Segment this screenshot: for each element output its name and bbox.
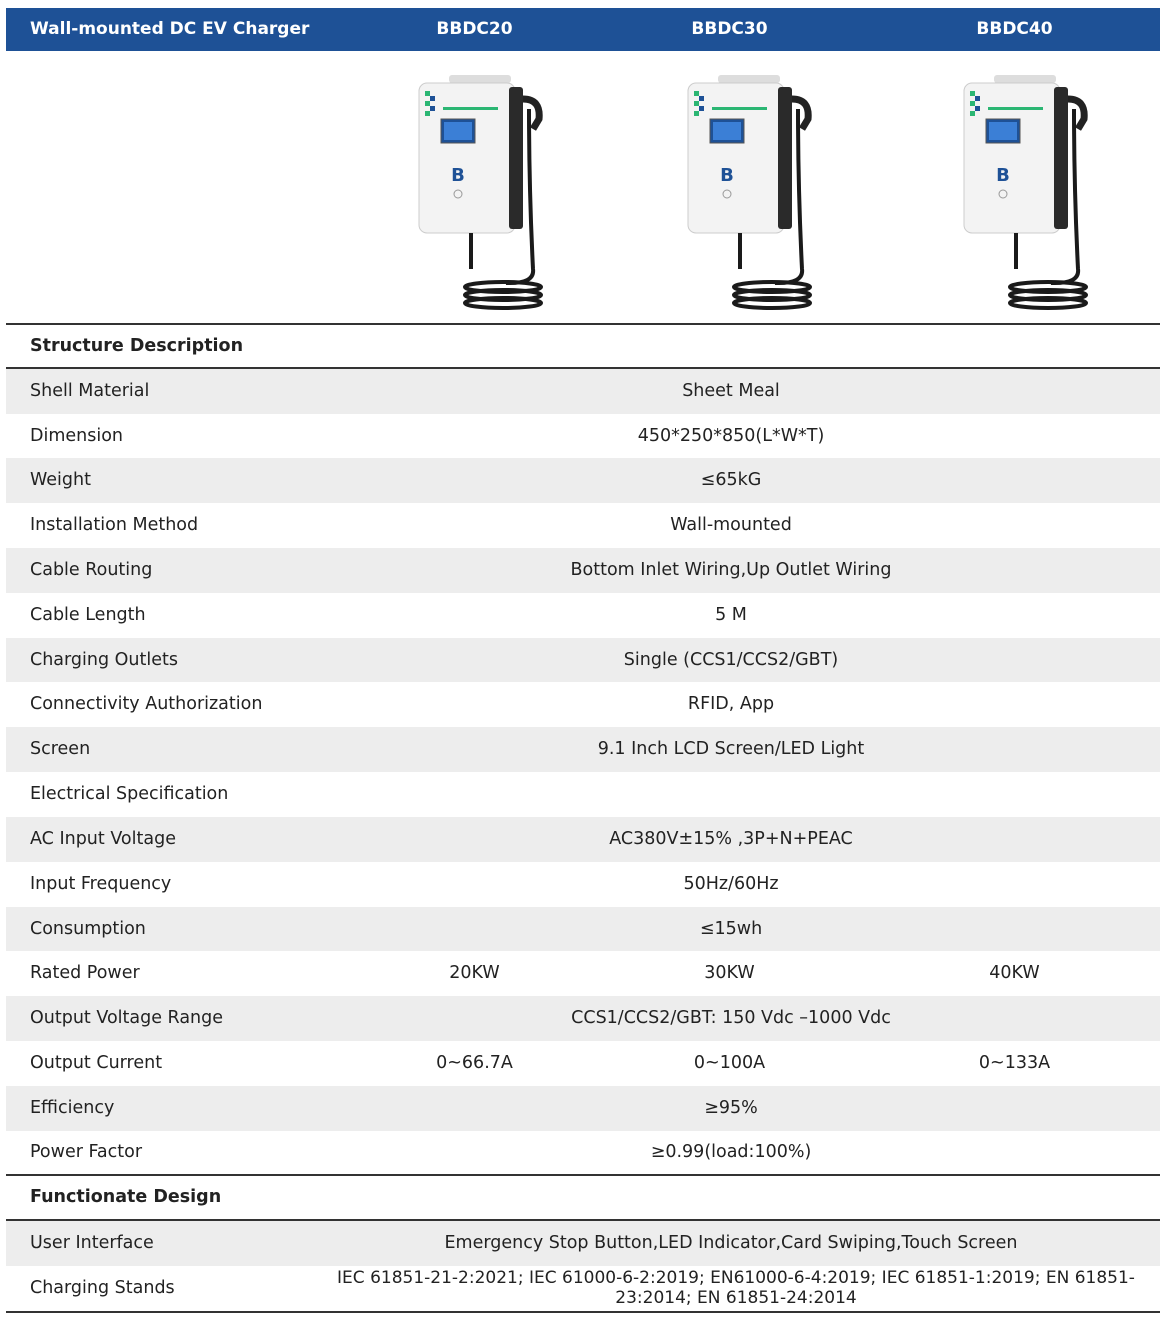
row-label: Shell Material	[30, 381, 150, 401]
row-label: Installation Method	[30, 515, 199, 535]
row-label: Power Factor	[30, 1142, 143, 1162]
row-label: Output Voltage Range	[30, 1008, 224, 1028]
table-bottom-border	[6, 1311, 1160, 1313]
table-row	[6, 817, 1160, 862]
row-label: Charging Outlets	[30, 650, 178, 670]
wall-charger-image	[956, 69, 1106, 317]
charger-logo-text: B	[996, 165, 1010, 186]
row-value: Sheet Meal	[682, 381, 780, 401]
row-value: CCS1/CCS2/GBT: 150 Vdc –1000 Vdc	[571, 1008, 891, 1028]
row-label: Output Current	[30, 1053, 163, 1073]
row-label: Cable Length	[30, 605, 146, 625]
row-value: ≥0.99(load:100%)	[650, 1142, 812, 1162]
row-label: Dimension	[30, 426, 124, 446]
row-value: ≥95%	[704, 1098, 758, 1118]
table-row	[6, 1041, 1160, 1086]
row-value-bbdc20: 0~66.7A	[436, 1053, 513, 1073]
table-row	[6, 682, 1160, 727]
row-label: Consumption	[30, 919, 146, 939]
row-label: Charging Stands	[30, 1278, 175, 1298]
row-label: Rated Power	[30, 963, 140, 983]
row-value: Bottom Inlet Wiring,Up Outlet Wiring	[570, 560, 892, 580]
table-row	[6, 1131, 1160, 1174]
section-title: Functionate Design	[30, 1187, 222, 1207]
model-header-bbdc40: BBDC40	[976, 19, 1053, 39]
table-row	[6, 1086, 1160, 1131]
table-row	[6, 772, 1160, 817]
row-value: AC380V±15% ,3P+N+PEAC	[609, 829, 853, 849]
row-label: Input Frequency	[30, 874, 172, 894]
table-row	[6, 951, 1160, 996]
section-structure	[6, 325, 1160, 367]
table-title: Wall-mounted DC EV Charger	[30, 19, 310, 39]
table-row	[6, 727, 1160, 772]
row-label: AC Input Voltage	[30, 829, 176, 849]
row-label: User Interface	[30, 1233, 154, 1253]
charger-logo-text: B	[720, 165, 734, 186]
model-header-bbdc20: BBDC20	[436, 19, 513, 39]
row-value: Emergency Stop Button,LED Indicator,Card Swiping,Touch Screen	[444, 1233, 1018, 1253]
row-value-bbdc20: 20KW	[449, 963, 500, 983]
row-value: 5 M	[715, 605, 747, 625]
row-value: Wall-mounted	[670, 515, 792, 535]
table-row	[6, 1221, 1160, 1266]
table-row	[6, 503, 1160, 548]
table-row	[6, 593, 1160, 638]
row-value: 9.1 Inch LCD Screen/LED Light	[597, 739, 865, 759]
row-label: Connectivity Authorization	[30, 694, 263, 714]
row-label: Cable Routing	[30, 560, 153, 580]
row-value: Single (CCS1/CCS2/GBT)	[623, 650, 839, 670]
wall-charger-image	[680, 69, 830, 317]
spec-table-header	[6, 8, 1160, 51]
row-label: Electrical Specification	[30, 784, 229, 804]
table-row	[6, 414, 1160, 458]
row-value: ≤15wh	[699, 919, 763, 939]
row-label: Efficiency	[30, 1098, 115, 1118]
row-value-bbdc30: 30KW	[704, 963, 755, 983]
row-value: ≤65kG	[700, 470, 762, 490]
table-row	[6, 369, 1160, 414]
row-value: RFID, App	[687, 694, 775, 714]
wall-charger-image	[411, 69, 561, 317]
row-label: Weight	[30, 470, 91, 490]
row-value-bbdc40: 0~133A	[978, 1053, 1051, 1073]
table-row	[6, 548, 1160, 593]
row-value-bbdc30: 0~100A	[693, 1053, 766, 1073]
table-row	[6, 1266, 1160, 1310]
model-header-bbdc30: BBDC30	[691, 19, 768, 39]
table-row	[6, 862, 1160, 907]
product-image-row	[6, 51, 1160, 323]
section-title: Structure Description	[30, 336, 244, 356]
row-value: 50Hz/60Hz	[683, 874, 779, 894]
row-value: 450*250*850(L*W*T)	[637, 426, 825, 446]
table-row	[6, 996, 1160, 1041]
table-row	[6, 907, 1160, 951]
table-row	[6, 638, 1160, 682]
section-functionate	[6, 1176, 1160, 1219]
row-label: Screen	[30, 739, 91, 759]
row-value: IEC 61851-21-2:2021; IEC 61000-6-2:2019; EN61000-6-4:2019; IEC 61851-1:2019; EN 61851-23:2014; EN 61851-24:2014	[337, 1268, 1135, 1308]
table-row	[6, 458, 1160, 503]
row-value-bbdc40: 40KW	[989, 963, 1040, 983]
charger-logo-text: B	[451, 165, 465, 186]
